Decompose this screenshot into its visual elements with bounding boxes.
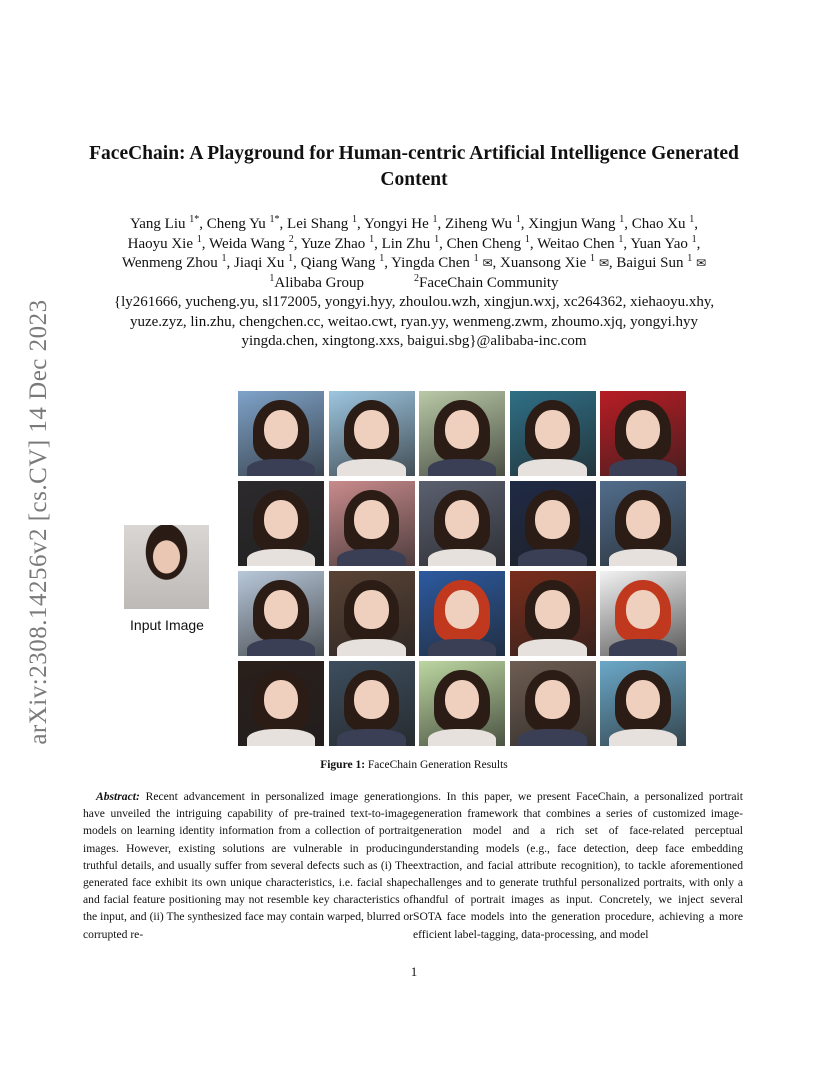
author-separator: , [623,235,631,252]
author-separator: , [374,235,382,252]
input-image-label: Input Image [130,617,204,633]
author-affiliation-sup: 1* [189,214,200,225]
author-affiliation-sup: 2 [288,233,294,245]
portrait-body [337,639,406,656]
generated-portraits-grid [238,391,686,746]
portrait-body [609,729,678,746]
author-name: Chen Cheng [446,235,525,252]
author-separator: , [201,235,209,252]
author-name: Yuze Zhao [300,235,370,252]
affil-name-2: FaceChain Community [418,274,559,291]
emails-line-3: yingda.chen, xingtong.xxs, baigui.sbg}@alibaba-inc.com [241,333,587,349]
generated-portrait-image [600,661,686,746]
portrait-body [428,639,497,656]
portrait-body [247,549,316,566]
author-affiliation-sup: 1 [196,233,202,245]
portrait-body [518,729,587,746]
affiliations-line [62,274,766,294]
author-name: Wenmeng Zhou [121,255,222,271]
generated-portrait-image [600,391,686,476]
author-affiliation-sup: 1* [269,214,280,225]
author-affiliation-sup: 1 [369,233,375,245]
author-name: Lin Zhu [381,235,435,252]
portrait-body [609,459,678,476]
portrait-face [354,410,388,449]
author-affiliation-sup: 1 [687,253,693,264]
author-name: Jiaqi Xu [234,255,289,271]
author-affiliation-sup: 1 [379,253,385,264]
portrait-face [445,590,479,629]
generated-portrait-image [329,571,415,656]
author-separator: , [226,255,234,271]
generated-portrait-image [510,661,596,746]
author-name: Yang Liu [129,216,190,232]
portrait-face [264,500,298,539]
portrait-face [354,590,388,629]
author-name: Ziheng Wu [445,216,516,232]
portrait-face [626,410,660,449]
input-portrait-image [124,525,209,609]
author-name: Chao Xu [631,216,690,232]
author-line-3 [62,254,766,274]
envelope-icon: ✉ [692,256,707,270]
portrait-body [337,549,406,566]
generated-portrait-image [238,571,324,656]
generated-portrait-image [600,481,686,566]
generated-portrait-image [600,571,686,656]
author-name: Xingjun Wang [528,216,620,232]
portrait-body [518,459,587,476]
author-name: Haoyu Xie [127,235,197,252]
portrait-face [535,680,569,719]
generated-portrait-image [510,391,596,476]
caption-label: Figure 1: [320,759,366,771]
title-line-1: FaceChain: A Playground for Human-centric Artificial Intelligence Generated [89,143,739,164]
portrait-body [428,549,497,566]
author-separator: , [492,255,501,271]
author-affiliation-sup: 1 [590,253,596,264]
portrait-body [247,729,316,746]
emails-line-1: {ly261666, yucheng.yu, sl172005, yongyi.hyy, zhoulou.wzh, xingjun.wxj, xc264362, xiehaoyu.xhy, [113,294,715,310]
portrait-face [264,410,298,449]
author-name: Weitao Chen [537,235,619,252]
author-affiliation-sup: 1 [689,214,695,225]
portrait-face [264,590,298,629]
generated-portrait-image [510,571,596,656]
author-separator: , [529,235,538,252]
title-line-2: Content [380,169,448,190]
author-separator: , [608,255,617,271]
author-name: Baigui Sun [616,255,688,271]
author-affiliation-sup: 1 [524,233,530,245]
author-separator: , [696,235,701,252]
portrait-face [535,410,569,449]
generated-portrait-image [419,661,505,746]
author-name: Yingda Chen [391,255,474,271]
portrait-face [445,680,479,719]
author-name: Yongyi He [364,216,433,232]
generated-portrait-image [238,661,324,746]
author-separator: , [624,216,632,232]
generated-portrait-image [329,391,415,476]
author-affiliation-sup: 1 [432,214,438,225]
portrait-body [518,549,587,566]
abstract-right-text: gions. In this paper, we present FaceChain, a personalized portrait generation framework that combines a series of customized image-generation model and a rich set of face-related perceptual understanding models (e.g., face detection, deep face embedding extraction, and facial attribute recognition), to tackle aforementioned challenges and to generate truthful personalized portraits, with only a handful of portrait images as input. Concretely, we inject several SOTA face models into the generation procedure, achieving a more efficient label-tagging, data-processing, and model [413,790,743,941]
author-line-1 [62,215,766,235]
arxiv-id: arXiv:2308.14256v2 [cs.CV] 14 Dec 2023 [25,299,52,745]
affil-sup-1: 1 [269,272,275,284]
portrait-body [428,729,497,746]
page-number: 1 [410,964,418,979]
author-name: Xuansong Xie [500,255,591,271]
affil-sup-2: 2 [413,272,419,284]
generated-portrait-image [419,571,505,656]
portrait-face [626,680,660,719]
generated-portrait-image [329,661,415,746]
generated-portrait-image [419,481,505,566]
portrait-face [445,500,479,539]
generated-portrait-image [238,481,324,566]
author-separator: , [357,216,364,232]
abstract-left-column [83,788,413,943]
author-affiliation-sup: 1 [618,233,624,245]
author-separator: , [439,235,447,252]
portrait-face [626,590,660,629]
author-name: Weida Wang [209,235,289,252]
portrait-body [609,639,678,656]
portrait-face [445,410,479,449]
author-affiliation-sup: 1 [434,233,440,245]
generated-portrait-image [329,481,415,566]
portrait-body [247,639,316,656]
abstract-right-column [413,788,743,943]
portrait-face [626,500,660,539]
author-affiliation-sup: 1 [221,253,227,264]
envelope-icon: ✉ [595,256,609,270]
author-affiliation-sup: 1 [515,214,521,225]
generated-portrait-image [419,391,505,476]
author-separator: , [384,255,392,271]
author-name: Lei Shang [287,216,353,232]
author-separator: , [520,216,529,232]
portrait-face [535,500,569,539]
author-name: Qiang Wang [300,255,380,271]
emails-line-2: yuze.zyz, lin.zhu, chengchen.cc, weitao.cwt, ryan.yy, wenmeng.zwm, zhoumo.xjq, yongyi.hyy [129,313,699,330]
author-block [62,215,766,352]
portrait-face [354,680,388,719]
caption-text: FaceChain Generation Results [365,759,508,771]
affil-name-1: Alibaba Group [274,274,364,291]
generated-portrait-image [238,391,324,476]
portrait-face [264,680,298,719]
portrait-face [535,590,569,629]
generated-portrait-image [510,481,596,566]
author-separator: , [293,235,301,252]
portrait-face [354,500,388,539]
author-line-2 [62,235,766,255]
portrait-body [609,549,678,566]
author-affiliation-sup: 1 [473,253,479,264]
envelope-icon: ✉ [478,256,493,270]
author-name: Cheng Yu [206,216,270,232]
portrait-body [428,459,497,476]
author-separator: , [293,255,301,271]
author-separator: , [694,216,699,232]
author-affiliation-sup: 1 [691,233,697,245]
arxiv-sidebar-stamp [22,282,56,762]
author-separator: , [279,216,288,232]
author-separator: , [437,216,445,232]
portrait-body [518,639,587,656]
figure-caption [60,759,768,771]
author-affiliation-sup: 1 [352,214,358,225]
portrait-body [247,459,316,476]
author-affiliation-sup: 1 [288,253,294,264]
paper-title [60,141,768,193]
author-name: Yuan Yao [630,235,692,252]
abstract-label: Abstract: [96,790,140,803]
author-separator: , [199,216,207,232]
portrait-body [337,729,406,746]
abstract-left-text: Recent advancement in personalized image generation have unveiled the intriguing capability of pre-trained text-to-image models on learning identity information from a collection of portrait images. However, existing solutions are vulnerable in producing truthful details, and usually suffer from several defects such as (i) The generated face exhibit its own unique characteristics, i.e. facial shape and facial feature positioning may not resemble key characteristics of the input, and (ii) The synthesized face may contain warped, blurred or corrupted re- [83,790,413,941]
author-affiliation-sup: 1 [619,214,625,225]
portrait-body [337,459,406,476]
